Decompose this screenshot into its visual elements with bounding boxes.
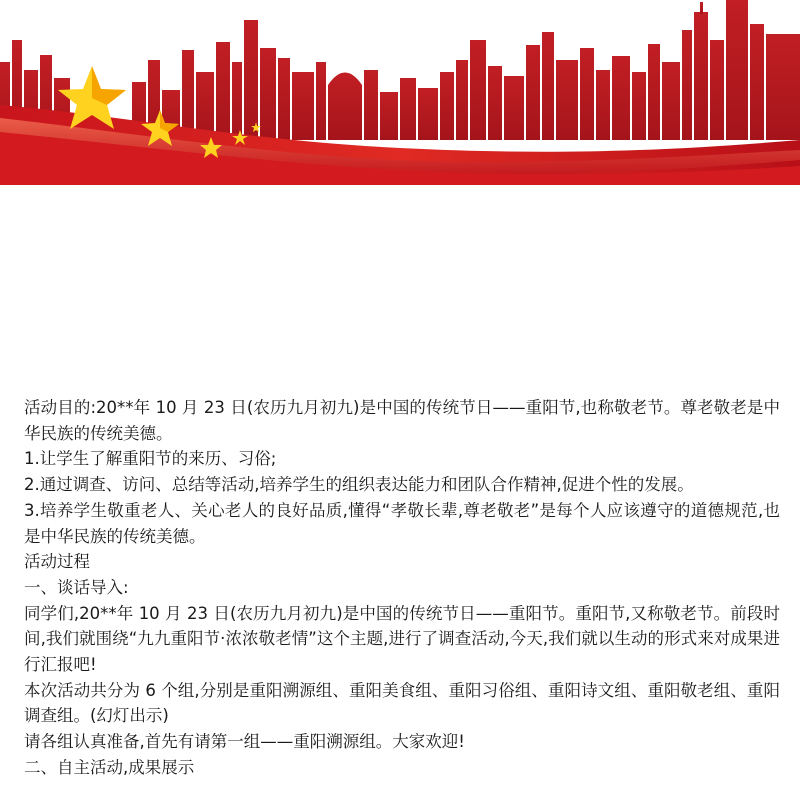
document-body: [24, 395, 780, 781]
paragraph-goal-2: 2.通过调查、访问、总结等活动,培养学生的组织表达能力和团队合作精神,促进个性的发展。: [24, 475, 694, 495]
heading-step-2: 二、自主活动,成果展示: [24, 757, 195, 777]
paragraph-goal-1: 1.让学生了解重阳节的来历、习俗;: [24, 449, 277, 469]
header-banner: [0, 0, 800, 185]
paragraph-groups: 本次活动共分为 6 个组,分别是重阳溯源组、重阳美食组、重阳习俗组、重阳诗文组、重阳敬老组、重阳调查组。(幻灯出示): [24, 680, 780, 726]
paragraph-purpose: 活动目的:20**年 10 月 23 日(农历九月初九)是中国的传统节日——重阳节,也称敬老节。尊老敬老是中华民族的传统美德。: [24, 398, 780, 443]
paragraph-goal-3: 3.培养学生敬重老人、关心老人的良好品质,懂得“孝敬长辈,尊老敬老”是每个人应该遵守的道德规范,也是中华民族的传统美德。: [24, 500, 780, 546]
banner-graphic: [0, 0, 800, 185]
heading-step-1: 一、谈话导入:: [24, 577, 129, 597]
paragraph-invite: 请各组认真准备,首先有请第一组——重阳溯源组。大家欢迎!: [24, 732, 465, 752]
paragraph-intro: 同学们,20**年 10 月 23 日(农历九月初九)是中国的传统节日——重阳节。重阳节,又称敬老节。前段时间,我们就围绕“九九重阳节·浓浓敬老情”这个主题,进行了调查活动,今天,我们就以生动的形式来对成果进行汇报吧!: [24, 603, 780, 675]
heading-process: 活动过程: [24, 552, 90, 572]
